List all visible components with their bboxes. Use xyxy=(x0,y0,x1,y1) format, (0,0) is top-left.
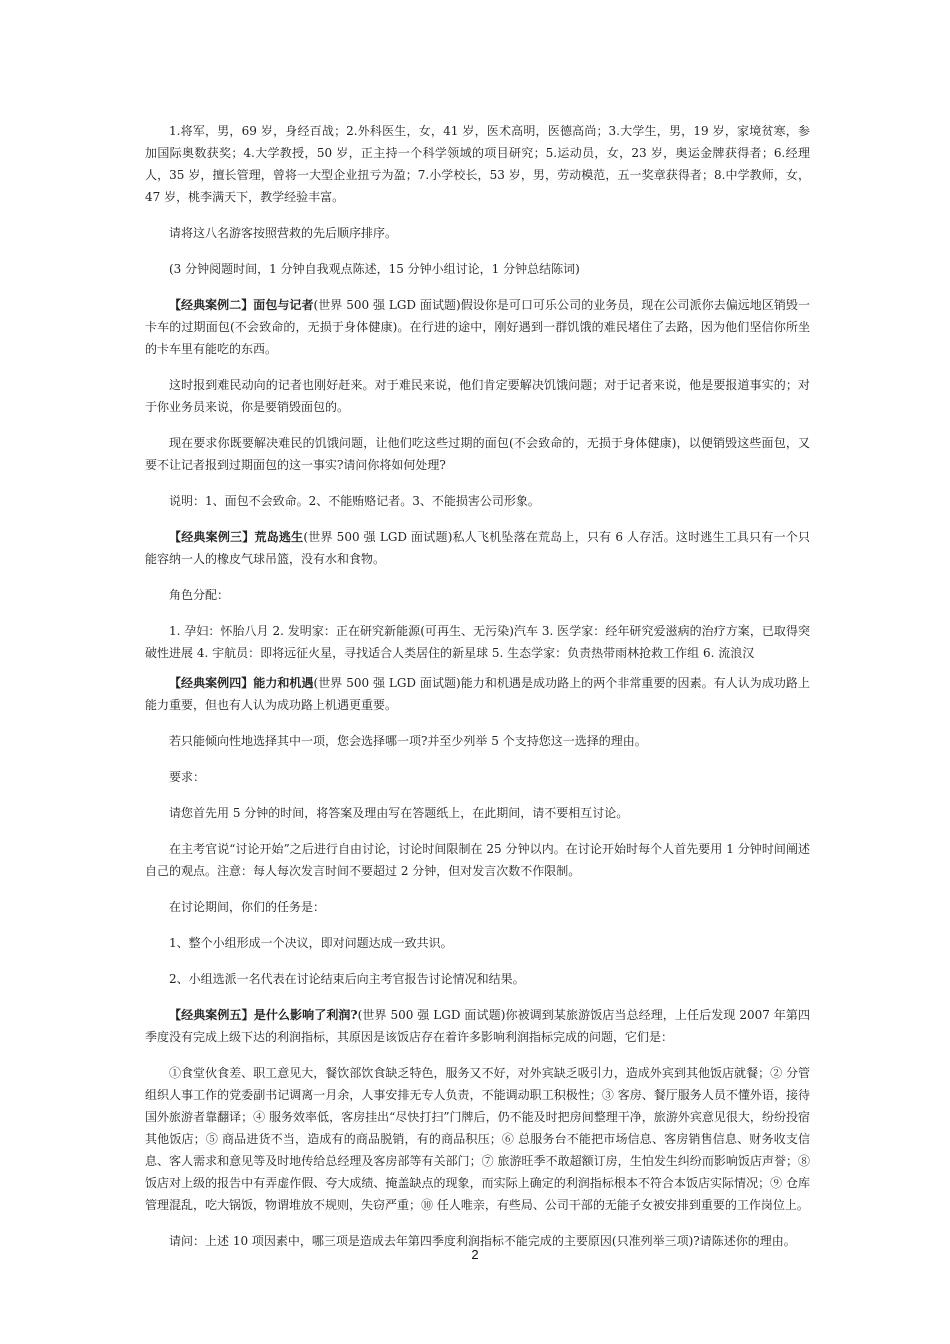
case-five-title: 【经典案例五】是什么影响了利润? xyxy=(169,1008,358,1022)
case-two-text: (世界 500 强 LGD 面试题)假设你是可口可乐公司的业务员，现在公司派你去偏远地区销毁一卡车的过期面包(不会致命的，无损于身体健康)。在行进的途中，刚好遇到一群饥饿的难民堵住了去路，因为他们坚信你所坐的卡车里有能吃的东西。 xyxy=(145,298,810,356)
paragraph-6: 现在要求你既要解决难民的饥饿问题，让他们吃这些过期的面包(不会致命的，无损于身体健康)，以便销毁这些面包，又要不让记者报到过期面包的这一事实?请问你将如何处理? xyxy=(145,436,810,472)
paragraph-16: 在讨论期间，你们的任务是： xyxy=(169,900,326,914)
page-number: 2 xyxy=(471,1247,479,1262)
paragraph-21: 请问：上述 10 项因素中，哪三项是造成去年第四季度利润指标不能完成的主要原因(只准列举三项)?请陈述你的理由。 xyxy=(169,1234,796,1248)
document-body xyxy=(145,120,810,1252)
paragraph-18: 2、小组选派一名代表在讨论结束后向主考官报告讨论情况和结果。 xyxy=(169,972,525,986)
paragraph-1: 1.将军，男，69 岁，身经百战；2.外科医生，女，41 岁，医术高明，医德高尚；3.大学生，男，19 岁，家境贫寒，参加国际奥数获奖；4.大学教授，50 岁，正主持一个科学领域的项目研究；5.运动员，女，23 岁，奥运金牌获得者；6.经理人，35 岁，擅长管理，曾将一大型企业扭亏为盈；7.小学校长，53 岁，男，劳动模范，五一奖章获得者；8.中学教师，女，47 岁，桃李满天下，教学经验丰富。 xyxy=(145,124,810,204)
case-four-title: 【经典案例四】能力和机遇 xyxy=(169,676,314,690)
case-two-title: 【经典案例二】面包与记者 xyxy=(169,298,314,312)
case-two-paragraph xyxy=(145,294,810,360)
paragraph-5: 这时报到难民动向的记者也刚好赶来。对于难民来说，他们肯定要解决饥饿问题；对于记者来说，他是要报道事实的；对于你业务员来说，你是要销毁面包的。 xyxy=(145,378,810,414)
paragraph-15: 在主考官说“讨论开始”之后进行自由讨论，讨论时间限制在 25 分钟以内。在讨论开始时每个人首先要用 1 分钟时间阐述自己的观点。注意：每人每次发言时间不要超过 2 分钟，但对发言次数不作限制。 xyxy=(145,842,810,878)
paragraph-20: ①食堂伙食差、职工意见大，餐饮部饮食缺乏特色，服务又不好，对外宾缺乏吸引力，造成外宾到其他饭店就餐；② 分管组织人事工作的党委副书记调离一月余，人事安排无专人负责，不能调动职工积极性；③ 客房、餐厅服务人员不懂外语，接待国外旅游者靠翻译；④ 服务效率低，客房挂出“尽快打扫”门牌后，仍不能及时把房间整理干净，旅游外宾意见很大，纷纷投宿其他饭店；⑤ 商品进货不当，造成有的商品脱销，有的商品积压；⑥ 总服务台不能把市场信息、客房销售信息、财务收支信息、客人需求和意见等及时地传给总经理及客房部等有关部门；⑦ 旅游旺季不敢超额订房，生怕发生纠纷而影响饭店声誉；⑧ 饭店对上级的报告中有弄虚作假、夸大成绩、掩盖缺点的现象，而实际上确定的利润指标根本不符合本饭店实际情况；⑨ 仓库管理混乱，吃大锅饭，物谓堆放不规则，失窃严重；⑩ 任人唯亲，有些局、公司干部的无能子女被安排到重要的工作岗位上。 xyxy=(145,1066,810,1212)
paragraph-13: 要求： xyxy=(169,770,206,784)
paragraph-7: 说明：1、面包不会致命。2、不能贿赂记者。3、不能损害公司形象。 xyxy=(169,494,540,508)
case-four-text: (世界 500 强 LGD 面试题)能力和机遇是成功路上的两个非常重要的因素。有人认为成功路上能力重要，但也有人认为成功路上机遇更重要。 xyxy=(145,676,810,712)
case-five-paragraph xyxy=(145,1004,810,1048)
paragraph-2: 请将这八名游客按照营救的先后顺序排序。 xyxy=(169,226,398,240)
paragraph-10: 1. 孕妇：怀胎八月 2. 发明家：正在研究新能源(可再生、无污染)汽车 3. 医学家：经年研究爱滋病的治疗方案，已取得突破性进展 4. 宇航员：即将远征火星，寻找适合人类居住的新星球 5. 生态学家：负责热带雨林抢救工作组 6. 流浪汉 xyxy=(145,624,810,660)
case-three-title: 【经典案例三】荒岛逃生 xyxy=(169,530,304,544)
case-three-paragraph xyxy=(145,526,810,570)
paragraph-17: 1、整个小组形成一个决议，即对问题达成一致共识。 xyxy=(169,936,453,950)
paragraph-3: (3 分钟阅题时间，1 分钟自我观点陈述，15 分钟小组讨论，1 分钟总结陈词) xyxy=(169,262,580,276)
case-three-text: (世界 500 强 LGD 面试题)私人飞机坠落在荒岛上，只有 6 人存活。这时逃生工具只有一个只能容纳一人的橡皮气球吊篮，没有水和食物。 xyxy=(145,530,810,566)
paragraph-14: 请您首先用 5 分钟的时间，将答案及理由写在答题纸上，在此期间，请不要相互讨论。 xyxy=(169,806,629,820)
case-four-paragraph xyxy=(145,672,810,716)
paragraph-12: 若只能倾向性地选择其中一项，您会选择哪一项?并至少列举 5 个支持您这一选择的理由。 xyxy=(169,734,647,748)
paragraph-9: 角色分配： xyxy=(169,588,230,602)
case-five-text: (世界 500 强 LGD 面试题)你被调到某旅游饭店当总经理，上任后发现 2007 年第四季度没有完成上级下达的利润指标，其原因是该饭店存在着许多影响利润指标完成的问题，它们是： xyxy=(145,1008,810,1044)
